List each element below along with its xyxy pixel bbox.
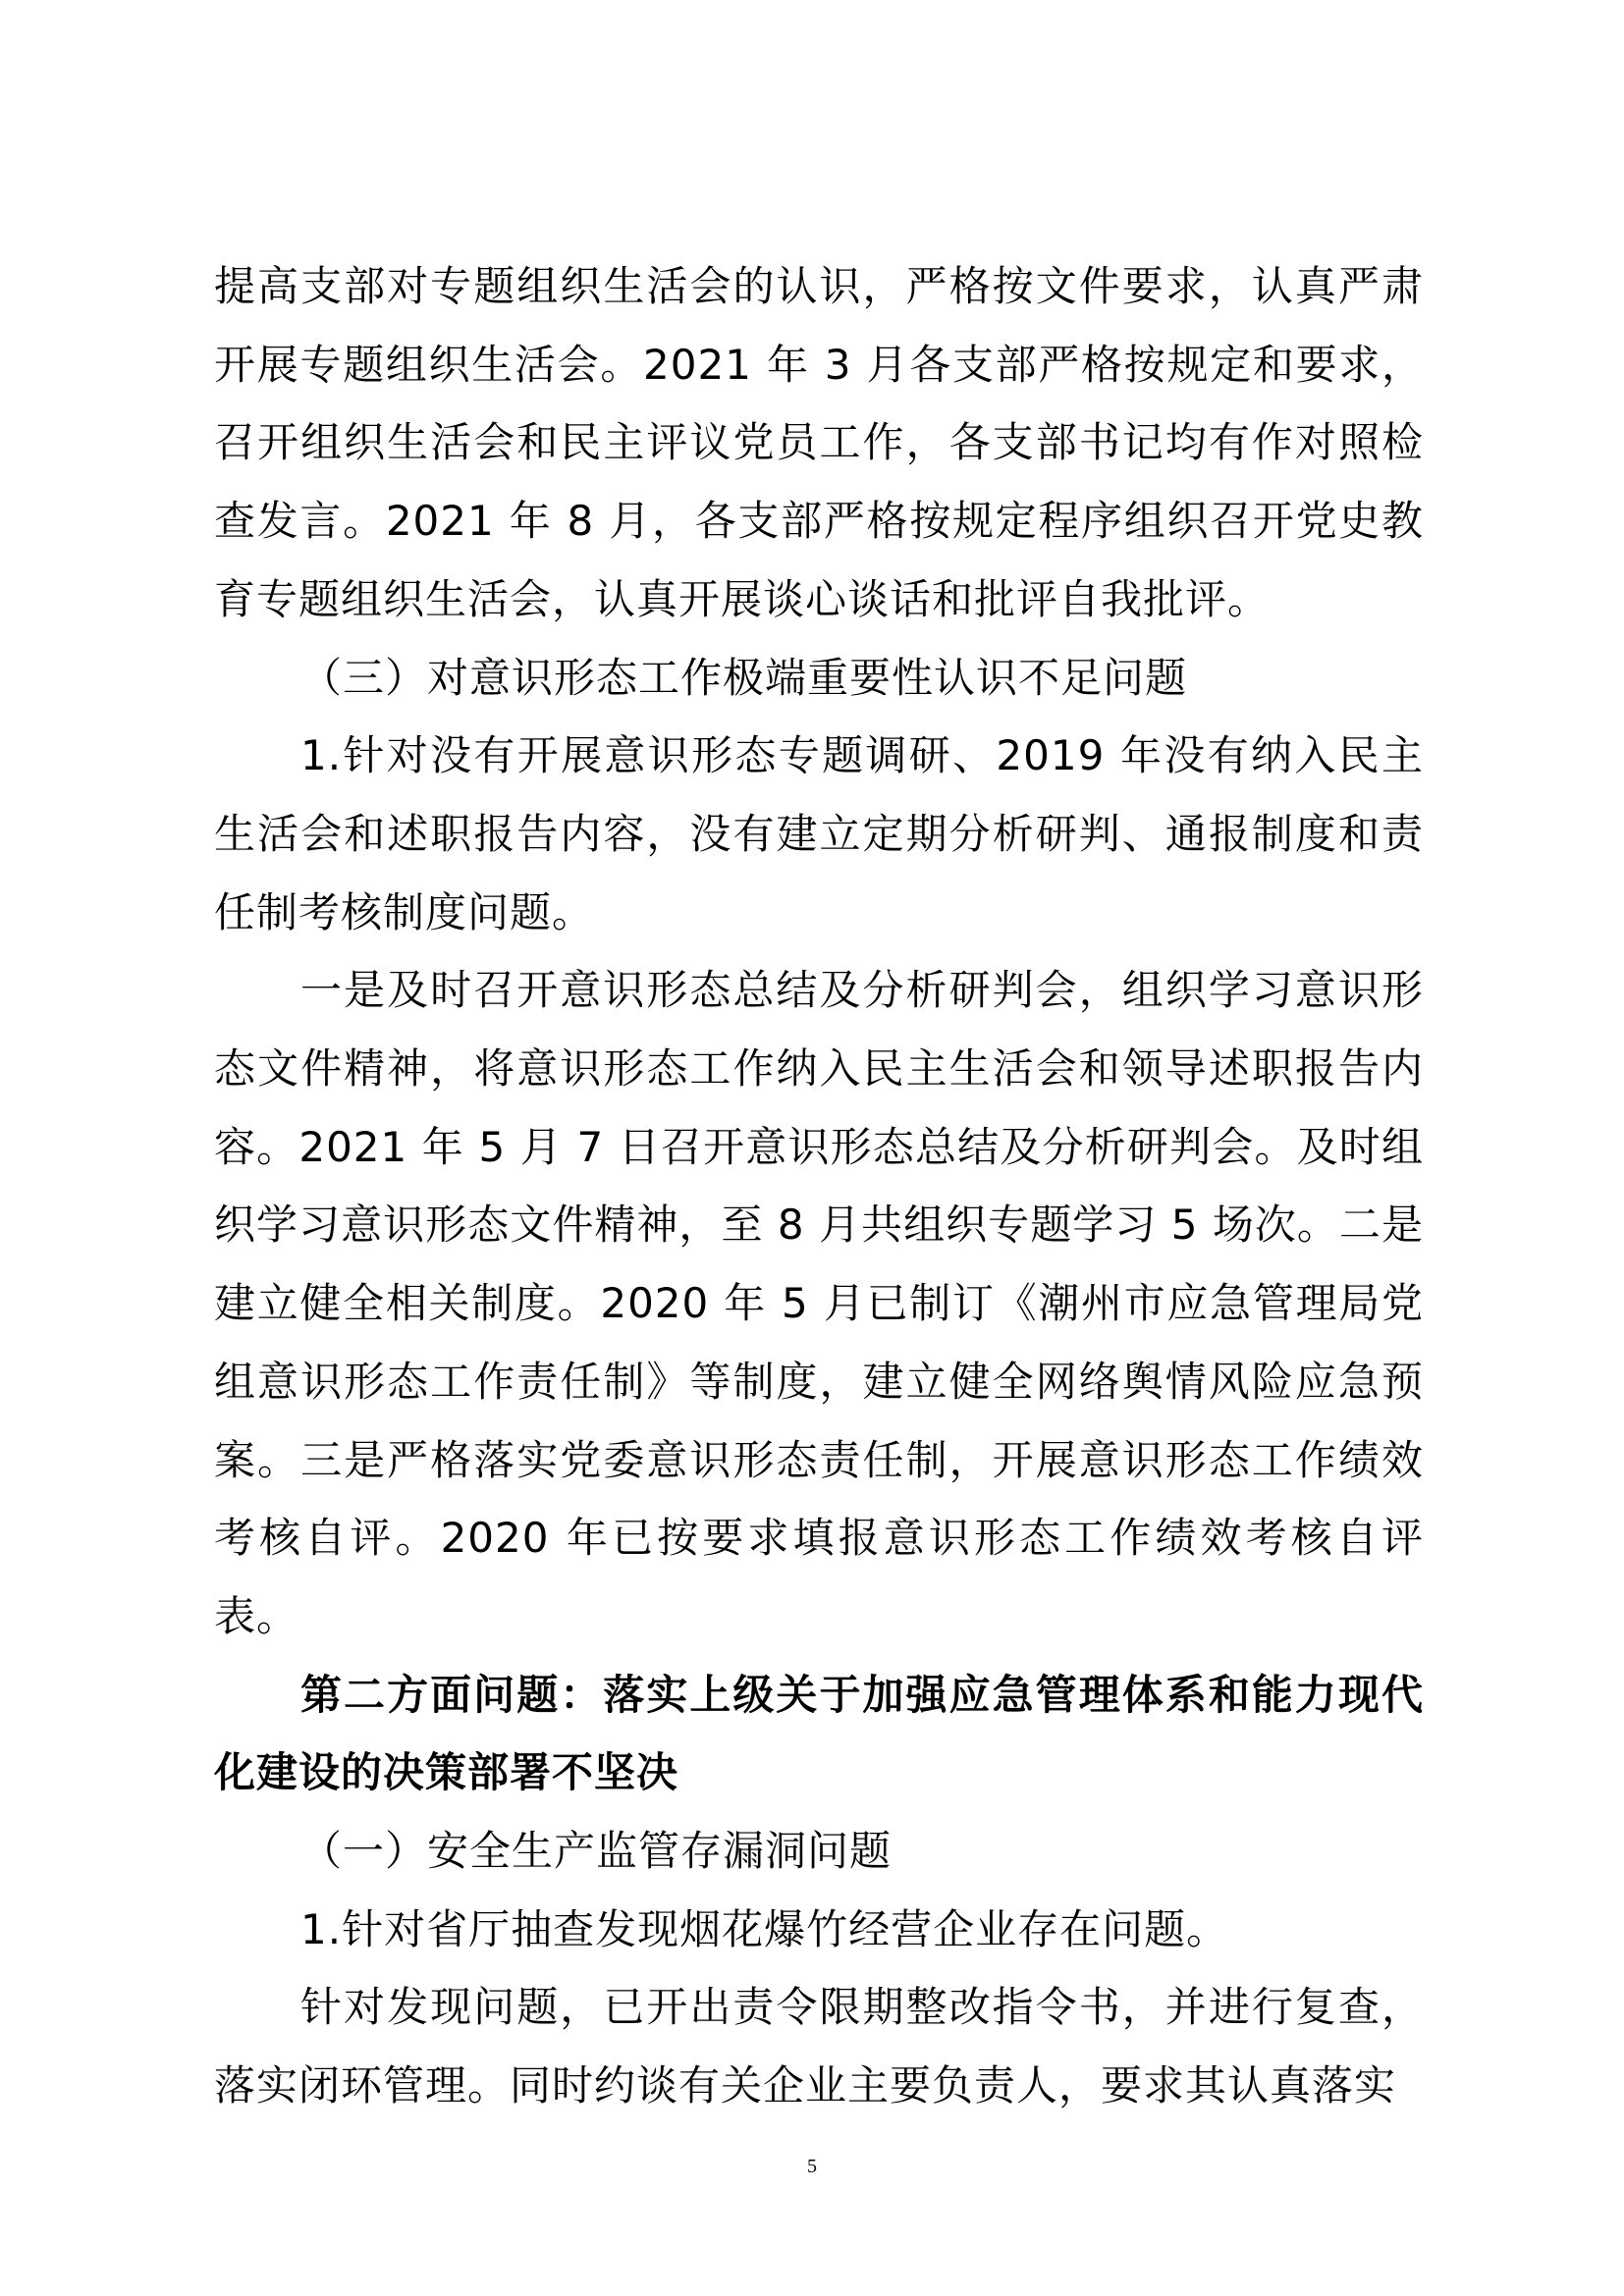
- item-1-fireworks: 1.针对省厅抽查发现烟花爆竹经营企业存在问题。: [300, 1904, 1229, 1953]
- item-1-fireworks-measures: 针对发现问题，已开出责令限期整改指令书，并进行复查，落实闭环管理。同时约谈有关企业主要负责人，要求其认真落实: [214, 1983, 1424, 2110]
- page-number: 5: [807, 2156, 817, 2177]
- section-heading-3: （三）对意识形态工作极端重要性认识不足问题: [300, 653, 1188, 702]
- item-1-problem: 1.针对没有开展意识形态专题调研、2019 年没有纳入民主生活会和述职报告内容，没有建立定期分析研判、通报制度和责任制考核制度问题。: [214, 731, 1424, 936]
- body-text: [214, 247, 1424, 2125]
- item-1-measures: 一是及时召开意识形态总结及分析研判会，组织学习意识形态文件精神，将意识形态工作纳入民主生活会和领导述职报告内容。2021 年 5 月 7 日召开意识形态总结及分析研判会。及时组织学习意识形态文件精神，至 8 月共组织专题学习 5 场次。二是建立健全相关制度。2020 年 5 月已制订《潮州市应急管理局党组意识形态工作责任制》等制度，建立健全网络舆情风险应急预案。三是严格落实党委意识形态责任制，开展意识形态工作绩效考核自评。2020 年已按要求填报意识形态工作绩效考核自评表。: [214, 966, 1424, 1640]
- paragraph-1: 提高支部对专题组织生活会的认识，严格按文件要求，认真严肃开展专题组织生活会。2021 年 3 月各支部严格按规定和要求，召开组织生活会和民主评议党员工作，各支部书记均有作对照检查发言。2021 年 8 月，各支部严格按规定程序组织召开党史教育专题组织生活会，认真开展谈心谈话和批评自我批评。: [214, 262, 1424, 623]
- section-heading-1: （一）安全生产监管存漏洞问题: [300, 1827, 893, 1876]
- part-two-heading: 第二方面问题：落实上级关于加强应急管理体系和能力现代化建设的决策部署不坚决: [214, 1670, 1424, 1797]
